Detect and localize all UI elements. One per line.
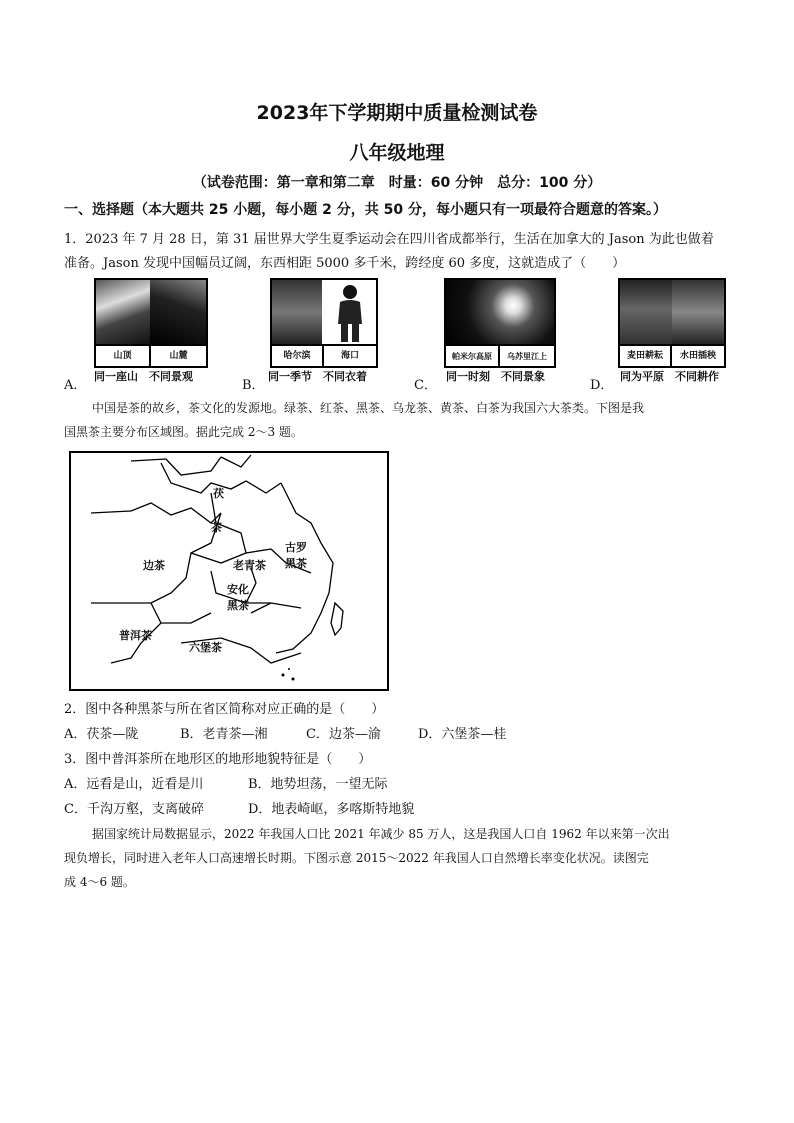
q1-option-c-photo[interactable]	[444, 278, 556, 368]
q2-stem: 2．图中各种黑茶与所在省区简称对应正确的是（ ）	[64, 702, 385, 717]
q2-option-b[interactable]: B．老青茶—湘	[180, 727, 268, 742]
exam-info: （试卷范围：第一章和第二章 时量：60 分钟 总分：100 分）	[192, 175, 602, 191]
mountain-foot-image	[150, 280, 206, 344]
map-outline	[71, 453, 387, 689]
q1-b-right-label: 海口	[324, 344, 376, 366]
wheat-field-image	[620, 280, 672, 344]
q1-option-c-letter[interactable]: C．	[414, 378, 437, 393]
q2-option-a[interactable]: A．茯茶—陇	[64, 727, 139, 742]
map-label-puer: 普洱茶	[119, 629, 152, 642]
mountain-top-image	[96, 280, 150, 344]
q1-d-right-label: 水田插秧	[672, 344, 724, 366]
dark-tea-map	[69, 451, 389, 691]
q3-option-c[interactable]: C．千沟万壑，支离破碎	[64, 802, 204, 817]
map-label-laoqing: 老青茶	[233, 559, 266, 572]
q1-option-a-letter[interactable]: A．	[64, 378, 87, 393]
q1-b-caption: 同一季节 不同衣着	[268, 370, 367, 383]
q1-c-caption: 同一时刻 不同景象	[446, 370, 545, 383]
q1-c-right-label: 乌苏里江上	[500, 344, 554, 366]
passage-tea-line2: 国黑茶主要分布区域图。据此完成 2～3 题。	[64, 425, 303, 439]
map-label-liubao: 六堡茶	[189, 641, 222, 654]
q3-option-d[interactable]: D．地表崎岖，多喀斯特地貌	[248, 802, 415, 817]
q1-option-b-letter[interactable]: B．	[242, 378, 265, 393]
section-heading: 一、选择题（本大题共 25 小题，每小题 2 分，共 50 分，每小题只有一项最符合题意的答案。）	[64, 202, 667, 218]
map-label-bian: 边茶	[143, 559, 165, 572]
sunrise-image	[446, 280, 554, 344]
q1-option-b-photo[interactable]	[270, 278, 378, 368]
q1-d-left-label: 麦田耕耘	[620, 344, 672, 366]
map-label-fu-1: 茯	[213, 487, 224, 500]
q1-option-d-photo[interactable]	[618, 278, 726, 368]
map-label-fu-2: 茶	[211, 521, 222, 534]
q1-stem-line1: 1．2023 年 7 月 28 日，第 31 届世界大学生夏季运动会在四川省成都举行，生活在加拿大的 Jason 为此也做着	[64, 232, 714, 247]
passage-population-line1: 据国家统计局数据显示，2022 年我国人口比 2021 年减少 85 万人，这是我国人口自 1962 年以来第一次出	[92, 827, 670, 841]
q3-option-b[interactable]: B．地势坦荡，一望无际	[248, 777, 388, 792]
q3-stem: 3．图中普洱茶所在地形区的地形地貌特征是（ ）	[64, 752, 372, 767]
summer-person-image	[324, 280, 376, 344]
q3-option-a[interactable]: A．远看是山，近看是川	[64, 777, 204, 792]
map-label-gu-1: 古罗	[285, 541, 307, 554]
winter-person-image	[272, 280, 322, 344]
q2-option-d[interactable]: D．六堡茶—桂	[418, 727, 507, 742]
q1-d-caption: 同为平原 不同耕作	[620, 370, 719, 383]
q1-a-caption: 同一座山 不同景观	[94, 370, 193, 383]
q1-c-left-label: 帕米尔高原	[446, 344, 500, 366]
passage-population-line3: 成 4～6 题。	[64, 875, 135, 889]
map-label-anhua-1: 安化	[227, 583, 249, 596]
exam-subtitle: 八年级地理	[349, 142, 445, 164]
exam-title: 2023年下学期期中质量检测试卷	[256, 102, 538, 124]
q1-option-d-letter[interactable]: D．	[590, 378, 614, 393]
q2-option-c[interactable]: C．边茶—渝	[306, 727, 381, 742]
q1-option-a-photo[interactable]	[94, 278, 208, 368]
q1-a-left-label: 山顶	[96, 344, 151, 366]
passage-tea-line1: 中国是茶的故乡，茶文化的发源地。绿茶、红茶、黑茶、乌龙茶、黄茶、白茶为我国六大茶类。下图是我	[92, 401, 645, 415]
q1-a-right-label: 山麓	[151, 344, 206, 366]
q1-b-left-label: 哈尔滨	[272, 344, 324, 366]
paddy-field-image	[672, 280, 724, 344]
q1-stem-line2: 准备。Jason 发现中国幅员辽阔，东西相距 5000 多千米，跨经度 60 多度，这就造成了（ ）	[64, 256, 626, 271]
map-label-anhua-2: 黑茶	[227, 599, 249, 612]
passage-population-line2: 现负增长，同时进入老年人口高速增长时期。下图示意 2015～2022 年我国人口自然增长率变化状况。读图完	[64, 851, 649, 865]
map-label-gu-2: 黑茶	[285, 557, 307, 570]
